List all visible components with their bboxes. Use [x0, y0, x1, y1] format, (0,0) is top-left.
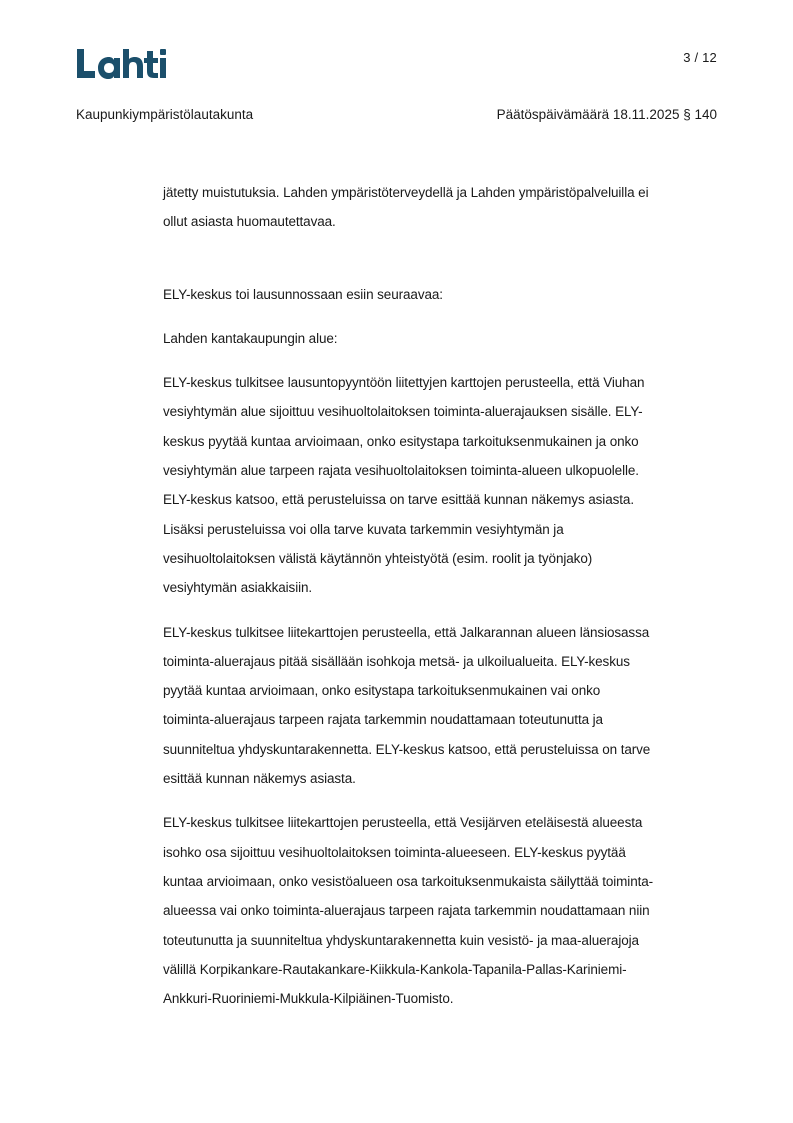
text-line: vesiyhtymän asiakkaisiin.	[163, 580, 313, 596]
text-line: ELY-keskus tulkitsee liitekarttojen perusteella, että Jalkarannan alueen länsiosassa	[163, 624, 650, 640]
text-line: Lisäksi perusteluissa voi olla tarve kuvata tarkemmin vesiyhtymän ja	[163, 521, 564, 537]
text-line: esittää kunnan näkemys asiasta.	[163, 771, 356, 787]
text-line: vesiyhtymän alue tarpeen rajata vesihuoltolaitoksen toiminta-alueen ulkopuolelle.	[163, 463, 639, 479]
text-line: toiminta-aluerajaus pitää sisällään isohkoja metsä- ja ulkoilualueita. ELY-keskus	[163, 653, 630, 669]
paragraph	[163, 280, 723, 309]
text-line: ELY-keskus tulkitsee liitekarttojen perusteella, että Vesijärven eteläisestä alueesta	[163, 815, 643, 831]
text-line: keskus pyytää kuntaa arvioimaan, onko esitystapa tarkoituksenmukainen ja onko	[163, 433, 639, 449]
paragraph-subheading	[163, 324, 723, 353]
document-body	[163, 178, 723, 1028]
text-line: alueessa vai onko toiminta-aluerajaus tarpeen rajata tarkemmin noudattamaan niin	[163, 903, 650, 919]
text-line: ollut asiasta huomautettavaa.	[163, 214, 336, 230]
text-line: ELY-keskus toi lausunnossaan esiin seuraavaa:	[163, 286, 443, 302]
paragraph	[163, 808, 723, 1013]
text-line: toiminta-aluerajaus tarpeen rajata tarkemmin noudattamaan toteutunutta ja	[163, 712, 603, 728]
text-line: vesiyhtymän alue sijoittuu vesihuoltolaitoksen toiminta-aluerajauksen sisälle. ELY-	[163, 404, 643, 420]
organization-name: Kaupunkiympäristölautakunta	[76, 107, 254, 122]
text-line: ELY-keskus tulkitsee lausuntopyyntöön liitettyjen karttojen perusteella, että Viuhan	[163, 375, 645, 391]
text-line: pyytää kuntaa arvioimaan, onko esitystapa tarkoituksenmukainen vai onko	[163, 683, 601, 699]
text-line: Lahden kantakaupungin alue:	[163, 330, 338, 346]
decision-date: Päätöspäivämäärä 18.11.2025 § 140	[496, 107, 717, 122]
paragraph	[163, 618, 723, 794]
text-line: Ankkuri-Ruoriniemi-Mukkula-Kilpiäinen-Tuomisto.	[163, 991, 454, 1007]
text-line: vesihuoltolaitoksen välistä käytännön yhteistyötä (esim. roolit ja työnjako)	[163, 550, 593, 566]
lahti-logo	[76, 46, 168, 82]
page-number: 3 / 12	[683, 50, 717, 65]
text-line: jätetty muistutuksia. Lahden ympäristöterveydellä ja Lahden ympäristöpalveluilla ei	[163, 185, 649, 200]
paragraph	[163, 368, 723, 602]
lahti-logo-icon	[76, 46, 168, 82]
text-line: isohko osa sijoittuu vesihuoltolaitoksen toiminta-alueeseen. ELY-keskus pyytää	[163, 844, 626, 860]
text-line: kuntaa arvioimaan, onko vesistöalueen osa tarkoituksenmukaista säilyttää toiminta-	[163, 873, 654, 889]
text-line: ELY-keskus katsoo, että perusteluissa on tarve esittää kunnan näkemys asiasta.	[163, 492, 634, 508]
paragraph	[163, 178, 723, 237]
text-line: suunniteltua yhdyskuntarakennetta. ELY-keskus katsoo, että perusteluissa on tarve	[163, 741, 651, 757]
text-line: välillä Korpikankare-Rautakankare-Kiikkula-Kankola-Tapanila-Pallas-Kariniemi-	[163, 961, 627, 977]
text-line: toteutunutta ja suunniteltua yhdyskuntarakennetta kuin vesistö- ja maa-aluerajoja	[163, 932, 639, 948]
document-header	[76, 107, 717, 122]
